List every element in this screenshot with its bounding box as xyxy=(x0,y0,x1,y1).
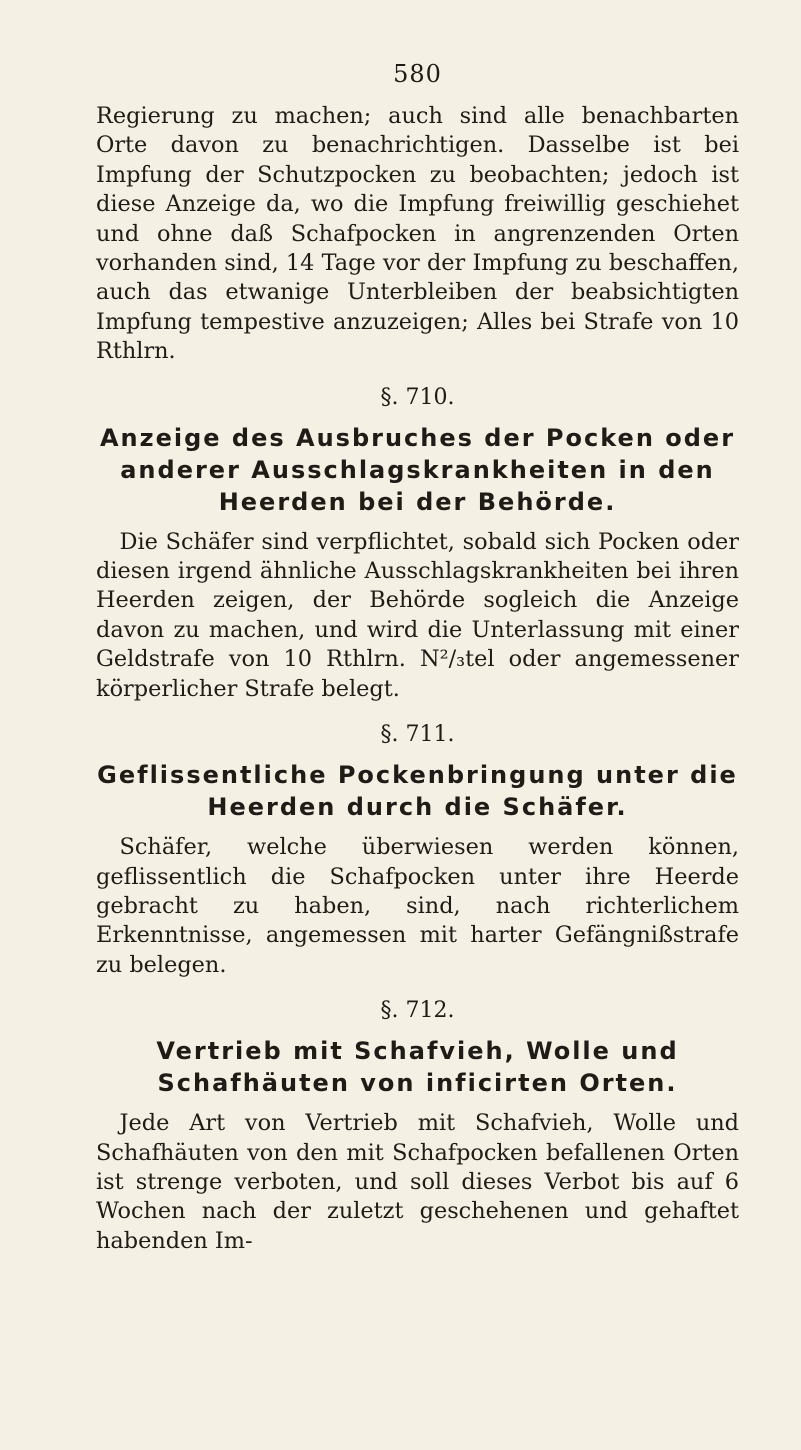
section-heading-712: Vertrieb mit Schafvieh, Wolle und Schafhäuten von inficirten Orten. xyxy=(156,1037,679,1098)
section-number-710: §. 710. xyxy=(380,384,455,410)
paragraph-continuation: Regierung zu machen; auch sind alle benachbarten Orte davon zu benachrichtigen. Dasselbe ist bei Impfung der Schutzpocken zu beobachten; jedoch ist diese Anzeige da, wo die Impfung freiwillig geschiehet und ohne daß Schafpocken in angrenzenden Orten vorhanden sind, 14 Tage vor der Impfung zu beschaffen, auch das etwanige Unterbleiben der beabsichtigten Impfung tempestive anzuzeigen; Alles bei Strafe von 10 Rthlrn. xyxy=(96,103,739,365)
section-number-711: §. 711. xyxy=(380,722,455,748)
paragraph-710: Die Schäfer sind verpflichtet, sobald sich Pocken oder diesen irgend ähnliche Ausschlagskrankheiten bei ihren Heerden zeigen, der Behörde sogleich die Anzeige davon zu machen, und wird die Unterlassung mit einer Geldstrafe von 10 Rthlrn. N²/₃tel oder angemessener körperlicher Strafe belegt. xyxy=(96,528,739,702)
section-heading-711: Geflissentliche Pockenbringung unter die Heerden durch die Schäfer. xyxy=(97,761,738,822)
paragraph-712: Jede Art von Vertrieb mit Schafvieh, Wolle und Schafhäuten von den mit Schafpocken befallenen Orten ist strenge verboten, und soll dieses Verbot bis auf 6 Wochen nach der zuletzt geschehenen und gehaftet habenden Im- xyxy=(96,1110,739,1254)
paragraph-711: Schäfer, welche überwiesen werden können, geflissentlich die Schafpocken unter ihre Heerde gebracht zu haben, sind, nach richterlichem Erkenntnisse, angemessen mit harter Gefängnißstrafe zu belegen. xyxy=(96,834,739,978)
section-heading-710: Anzeige des Ausbruches der Pocken oder anderer Ausschlagskrankheiten in den Heerden bei der Behörde. xyxy=(99,423,736,516)
page-number: 580 xyxy=(393,60,442,88)
section-number-712: §. 712. xyxy=(380,998,455,1024)
